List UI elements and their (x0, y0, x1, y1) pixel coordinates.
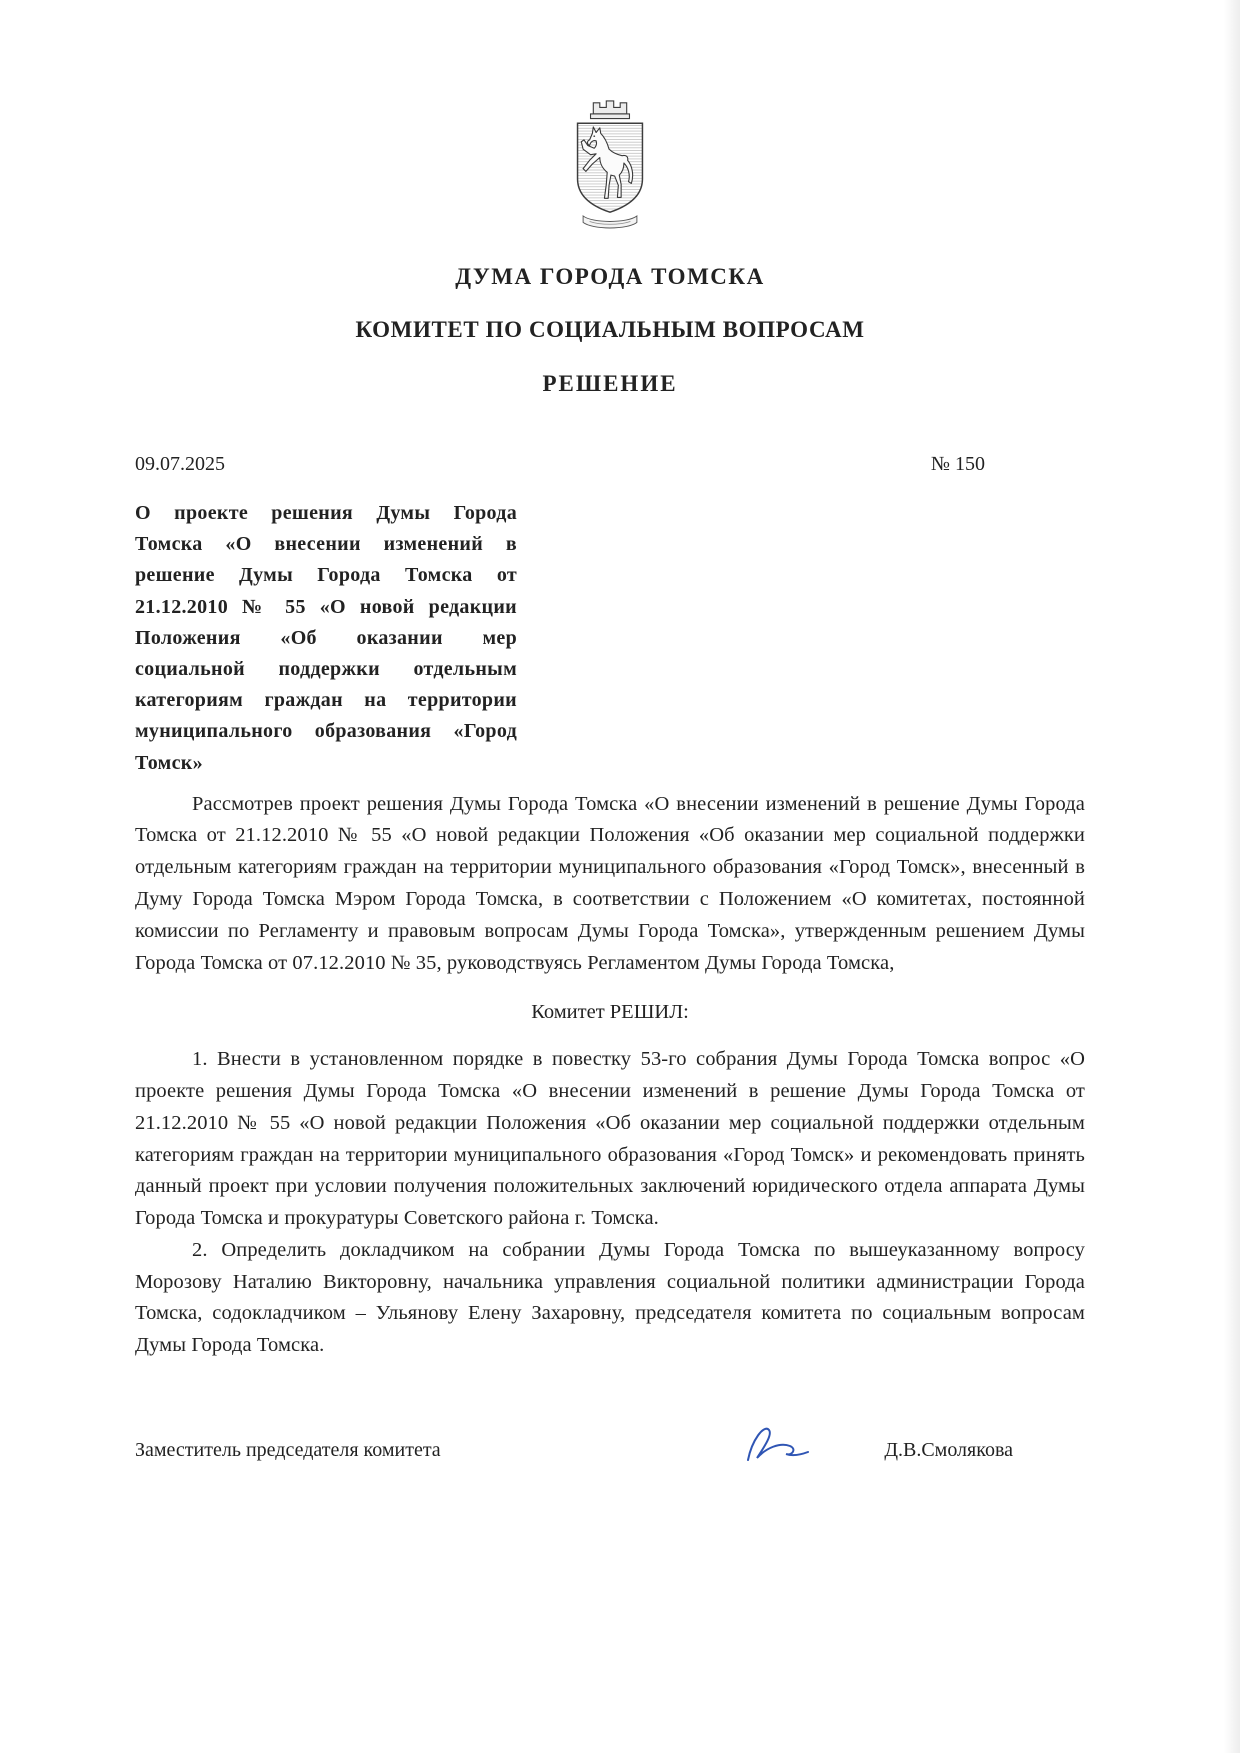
signature-block (135, 1420, 1085, 1462)
document-type: РЕШЕНИЕ (542, 371, 678, 396)
document-number: № 150 (930, 453, 985, 475)
signer-position: Заместитель председателя комитета (135, 1438, 441, 1461)
resolution-item-1: 1. Внести в установленном порядке в повестку 53-го собрания Думы Города Томска вопрос «О проекте решения Думы Города Томска «О внесении изменений в решение Думы Города Томска от 21.12.2010 № 55 «О новой редакции Положения «Об оказании мер социальной поддержки отдельным категориям граждан на территории муниципального образования «Город Томск» и рекомендовать принять данный проект при условии получения положительных заключений юридического отдела аппарата Думы Города Томска и прокуратуры Советского района г. Томска. (135, 1048, 1085, 1230)
organization-name: ДУМА ГОРОДА ТОМСКА (455, 264, 765, 289)
signature-ink-icon (742, 1420, 814, 1468)
scan-edge-artifact (1224, 0, 1240, 1753)
handwritten-signature (441, 1420, 885, 1462)
resolution-heading: Комитет РЕШИЛ: (531, 1001, 689, 1024)
resolution-item-2: 2. Определить докладчиком на собрании Думы Города Томска по вышеуказанному вопросу Морозову Наталию Викторовну, начальника управления социальной политики администрации Города Томска, содокладчиком – Ульянову Елену Захаровну, председателя комитета по социальным вопросам Думы Города Томска. (135, 1238, 1085, 1357)
ribbon-icon (583, 216, 637, 228)
tomsk-coat-of-arms (135, 88, 1085, 250)
signer-name: Д.В.Смолякова (884, 1438, 1013, 1461)
document-subject: О проекте решения Думы Города Томска «О внесении изменений в решение Думы Города Томска от 21.12.2010 № 55 «О новой редакции Положения «Об оказании мер социальной поддержки отдельным категориям граждан на территории муниципального образования «Город Томск» (135, 502, 517, 774)
coat-of-arms-icon (559, 88, 661, 240)
document-date: 09.07.2025 (135, 453, 225, 475)
preamble-paragraph: Рассмотрев проект решения Думы Города Томска «О внесении изменений в решение Думы Города Томска от 21.12.2010 № 55 «О новой редакции Положения «Об оказании мер социальной поддержки отдельным категориям граждан на территории муниципального образования «Город Томск», внесенный в Думу Города Томска Мэром Города Томска, в соответствии с Положением «О комитетах, постоянной комиссии по Регламенту и правовым вопросам Думы Города Томска», утвержденным решением Думы Города Томска от 07.12.2010 № 35, руководствуясь Регламентом Думы Города Томска, (135, 792, 1085, 974)
meta-row (135, 453, 1085, 476)
mural-crown-icon (591, 101, 630, 119)
committee-name: КОМИТЕТ ПО СОЦИАЛЬНЫМ ВОПРОСАМ (355, 317, 865, 342)
